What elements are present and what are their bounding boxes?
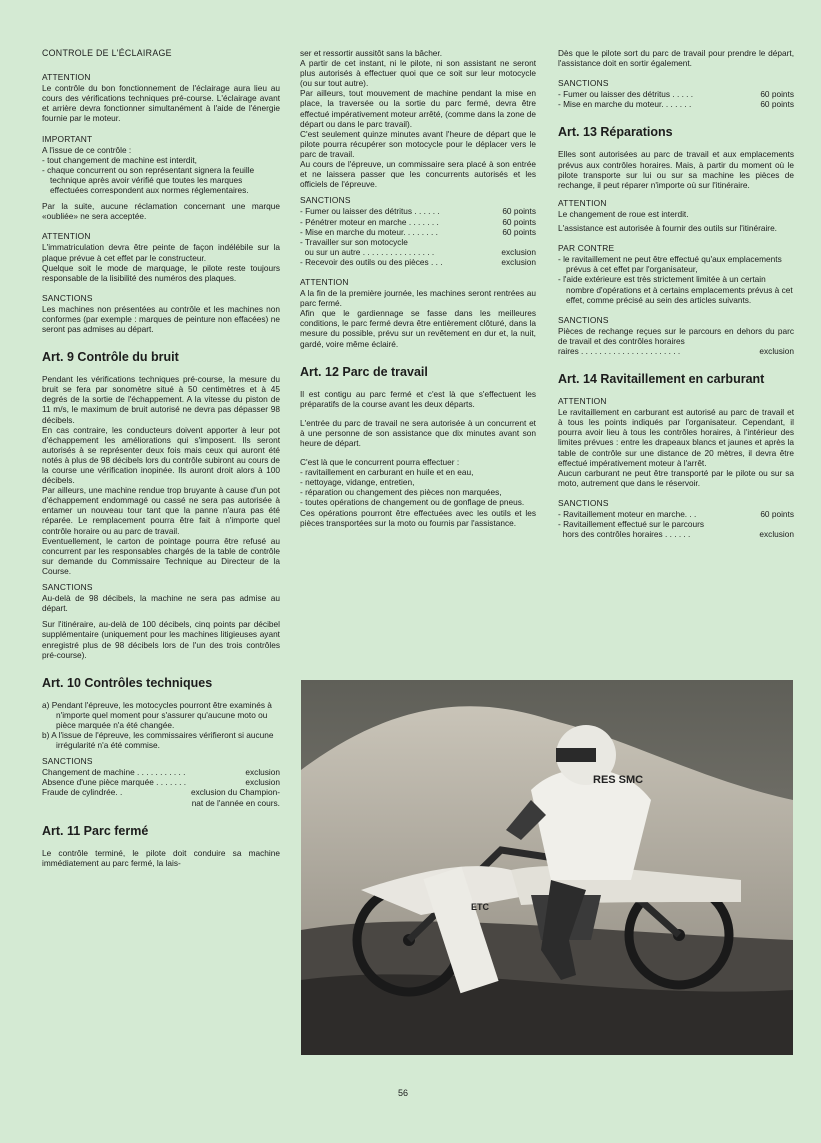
attention-text: Le contrôle du bon fonctionnement de l'éclairage aura lieu au cours des vérifications techniques pré-course. L'éclairage avant et arrière devra fonctionner simultanément à l'aide de l'énergie fournie par le moteur.	[42, 83, 280, 124]
sanction-value: 60 points	[502, 206, 536, 217]
article-12-title: Art. 12 Parc de travail	[300, 364, 428, 379]
sanction-value: exclusion	[245, 777, 280, 788]
sanction-value: 60 points	[760, 89, 794, 100]
art11-paragraph: Le contrôle terminé, le pilote doit conduire sa machine immédiatement au parc fermé, la lais-	[42, 847, 280, 868]
attention-text: A la fin de la première journée, les machines seront rentrées au parc fermé.	[300, 288, 536, 309]
sanctions-block-1	[42, 293, 280, 334]
page-number: 56	[398, 1088, 409, 1098]
article-9-title: Art. 9 Contrôle du bruit	[42, 350, 179, 365]
article-11-title: Art. 11 Parc fermé	[42, 823, 149, 838]
attention-text: Quelque soit le mode de marquage, le pilote reste toujours responsable de la lisibilité des numéros des plaques.	[42, 262, 280, 283]
art14-paragraph: Le ravitaillement en carburant est autorisé au parc de travail et à tous les points indiqués par l'organisateur. Cependant, il pourra avoir lieu à tous les contrôles horaires, à l'intérieur des limites prévues : entre les drapeaux blancs et jaunes et après la table de contrôle sur une distance de 20 mètres, il devra être effectué impérativement moteur à l'arrêt.	[558, 407, 794, 468]
sanction-value: exclusion du Champion-	[190, 787, 280, 798]
attention-heading: ATTENTION	[42, 231, 91, 242]
attention-text: Afin que le gardiennage se fasse dans les meilleures conditions, le parc fermé devra être entièrement clôturé, dans la mesure du possible, prévu sur un revêtement en dur et, la nuit, gardé, voire même éclairé.	[300, 308, 536, 349]
sanction-label: - Fumer ou laisser des détritus . . . . . .	[300, 206, 440, 217]
sanction-value: 60 points	[760, 509, 794, 519]
sanctions-heading: SANCTIONS	[42, 756, 93, 767]
art10-sanctions-block	[42, 756, 280, 807]
sanction-continuation: nat de l'année en cours.	[191, 797, 280, 808]
art9-paragraph: Eventuellement, le carton de pointage pourra être refusé au concurrent par les responsables chargés de la table de contrôle sur demande du Commissaire Technique au Directeur de la Course.	[42, 535, 280, 576]
sanction-row	[42, 777, 280, 787]
sanction-row	[558, 346, 794, 356]
attention-block-2	[42, 231, 280, 282]
sanction-row	[558, 99, 794, 109]
parc-ferme-paragraph: C'est seulement quinze minutes avant l'heure de départ que le pilote pourra récupérer son motocycle pour le déplacer vers le parc de travail.	[300, 128, 536, 159]
section-title-eclairage: CONTROLE DE L'ÉCLAIRAGE	[42, 48, 172, 58]
sanction-label: Absence d'une pièce marquée . . . . . . .	[42, 777, 187, 788]
sanction-value: 60 points	[760, 99, 794, 110]
sanction-value: exclusion	[245, 767, 280, 778]
list-item	[42, 730, 280, 750]
sanction-row	[300, 237, 536, 247]
attention-block-1	[42, 72, 280, 123]
article-14-title: Art. 14 Ravitaillement en carburant	[558, 372, 765, 387]
item-text: A l'issue de l'épreuve, les commissaires vérifieront si aucune irrégularité n'a été commise.	[51, 729, 274, 751]
sanction-label: - Mise en marche du moteur. . . . . . .	[558, 99, 692, 110]
important-block	[42, 134, 280, 222]
attention-text: L'immatriculation devra être peinte de façon indélébile sur la plaque prévue à cet effet par le constructeur.	[42, 242, 280, 263]
attention-heading: ATTENTION	[300, 276, 349, 287]
sanction-row	[300, 247, 536, 257]
sanctions-heading: SANCTIONS	[42, 582, 93, 593]
list-item: - ravitaillement en carburant en huile et en eau,	[300, 467, 536, 477]
important-list	[42, 155, 280, 195]
sanction-label: Changement de machine . . . . . . . . . . .	[42, 767, 186, 778]
sanction-label: - Ravitaillement effectué sur le parcours	[558, 519, 705, 530]
sanction-value: 60 points	[502, 216, 536, 227]
important-heading: IMPORTANT	[42, 133, 93, 144]
sanction-value: exclusion	[759, 529, 794, 540]
sanctions-heading: SANCTIONS	[300, 195, 351, 206]
art13-attention	[558, 198, 794, 233]
motocross-photo	[301, 680, 793, 1055]
important-intro: A l'issue de ce contrôle :	[42, 144, 132, 155]
par-contre-list	[558, 254, 794, 304]
sanction-value: exclusion	[501, 246, 536, 257]
art13-paragraph: Elles sont autorisées au parc de travail et aux emplacements prévus aux contrôles horaires. Mais, à partir du moment où le pilote transporte sur lui ou sur sa machine les pièces de rechange, il peut réparer n'importe où sur l'itinéraire.	[558, 149, 794, 190]
list-item: - réparation ou changement des pièces non marquées,	[300, 487, 536, 497]
sanction-row	[300, 206, 536, 216]
sanction-label: raires . . . . . . . . . . . . . . . . . . . . . .	[558, 345, 681, 356]
parc-travail-sanctions	[558, 78, 794, 109]
item-text: Pendant l'épreuve, les motocycles pourront être examinés à n'importe quel moment pour s'assurer qu'aucune moto ou pièce marquée n'a été changée.	[51, 699, 272, 730]
article-13-title: Art. 13 Réparations	[558, 125, 673, 140]
sanctions-text: Pièces de rechange reçues sur le parcours en dehors du parc de travail et des contrôles horaires	[558, 325, 794, 346]
parc-travail-paragraph: Dès que le pilote sort du parc de travail pour prendre le départ, l'assistance doit en sortir également.	[558, 48, 794, 69]
sanction-row	[558, 509, 794, 519]
sanction-label: - Ravitaillement moteur en marche. . .	[558, 509, 697, 519]
column-2	[300, 48, 536, 534]
parc-ferme-attention	[300, 277, 536, 349]
art9-paragraph: En cas contraire, les conducteurs doivent apporter à leur pot d'échappement les améliorations qui s'imposent. Ils seront autorisés à se représenter deux fois mais ceux qui auront été notés à plus de 98 décibels lors du contrôle subiront au cours de la course une vérification inopinée. Ils auront droit alors à 100 décibels.	[42, 424, 280, 486]
art12-intro: C'est là que le concurrent pourra effectuer :	[300, 457, 460, 468]
art9-paragraph: Par ailleurs, une machine rendue trop bruyante à cause d'un pot d'échappement endommagé ou cassé ne sera pas autorisée à entamer un nouveau tour tant que la panne n'aura pas été réparée. Le remplacement pourra être fait à n'importe quel contrôle horaire ou au parc de travail.	[42, 485, 280, 536]
attention-heading: ATTENTION	[42, 72, 91, 83]
sanction-value: exclusion	[759, 345, 794, 356]
sanction-row	[300, 217, 536, 227]
sanction-label: - Pénétrer moteur en marche . . . . . . .	[300, 216, 439, 227]
sanction-label: - Mise en marche du moteur. . . . . . . .	[300, 226, 438, 237]
art12-paragraph: L'entrée du parc de travail ne sera autorisée à un concurrent et à une personne de son assistance que dix minutes avant son heure de départ.	[300, 417, 536, 448]
list-item: - chaque concurrent ou son représentant signera la feuille technique après avoir vérifié que toutes les marques effectuées correspondent aux normes réglementaires.	[42, 165, 280, 195]
sanction-value: 60 points	[502, 226, 536, 237]
parc-ferme-paragraph: Par ailleurs, tout mouvement de machine pendant la mise en place, la traversée ou la sortie du parc fermé, devra être effectué impérativement moteur arrêté, (comme dans la zone de départ ou dans le parc travail).	[300, 88, 536, 129]
sanction-label: Fraude de cylindrée. .	[42, 787, 123, 798]
important-after: Par la suite, aucune réclamation concernant une marque «oubliée» ne sera acceptée.	[42, 201, 280, 222]
list-item	[42, 700, 280, 730]
art14-sanctions	[558, 498, 794, 539]
sanctions-heading: SANCTIONS	[558, 78, 609, 89]
item-label: a)	[42, 699, 50, 710]
parc-ferme-paragraph: Au cours de l'épreuve, un commissaire sera placé à son entrée et ne laissera passer que les concurrents autorisés et les officiels de l'épreuve.	[300, 159, 536, 190]
art14-paragraph: Aucun carburant ne peut être transporté par le pilote ou sur sa moto, autrement que dans le réservoir.	[558, 467, 794, 488]
sanctions-heading: SANCTIONS	[558, 497, 609, 508]
sanction-row	[558, 519, 794, 529]
motocross-illustration	[301, 680, 793, 1055]
parc-ferme-paragraph: ser et ressortir aussitôt sans la bâcher.	[300, 48, 443, 58]
sanction-row	[42, 787, 280, 797]
sanction-row	[300, 257, 536, 267]
list-item: - l'aide extérieure est très strictement limitée à un certain nombre d'opérations et à certains emplacements prévus à cet effet, comme précisé au sein des articles suivants.	[558, 274, 794, 304]
art12-paragraph: Il est contigu au parc fermé et c'est là que s'effectuent les préparatifs de la course avant les deux départs.	[300, 388, 536, 409]
list-item: - tout changement de machine est interdit,	[42, 155, 280, 165]
sanction-value: exclusion	[501, 256, 536, 267]
sanction-row	[558, 89, 794, 99]
art10-list	[42, 700, 280, 750]
par-contre-heading: PAR CONTRE	[558, 243, 615, 254]
sanctions-text: Les machines non présentées au contrôle et les machines non conformes (par exemple : marques de peinture non effacées) ne seront pas admises au départ.	[42, 303, 280, 335]
attention-heading: ATTENTION	[558, 396, 607, 407]
sanctions-text: Au-delà de 98 décibels, la machine ne sera pas admise au départ.	[42, 593, 280, 614]
sanctions-heading: SANCTIONS	[558, 314, 609, 325]
par-contre-block	[558, 243, 794, 305]
list-item: - toutes opérations de changement ou de gonflage de pneus.	[300, 497, 536, 507]
sanction-label: ou sur un autre . . . . . . . . . . . . . . . .	[300, 246, 435, 257]
jersey-text: RES SMC	[593, 774, 644, 786]
art12-list	[300, 467, 536, 507]
sanction-row	[300, 227, 536, 237]
attention-heading: ATTENTION	[558, 197, 607, 208]
column-3	[558, 48, 794, 549]
plate-text: ETC	[471, 902, 489, 912]
list-item: - nettoyage, vidange, entretien,	[300, 477, 536, 487]
sanction-row	[42, 767, 280, 777]
item-label: b)	[42, 729, 50, 740]
parc-ferme-sanctions	[300, 195, 536, 267]
art9-sanctions-block	[42, 582, 280, 660]
art9-paragraph: Pendant les vérifications techniques pré-course, la mesure du bruit se fera par sonomètre situé à 50 centimètres et à 45 degrés de la sortie de l'échappement. A la vitesse du piston de 11 m/s, le maximum de bruit autorisé ne devra pas dépasser 98 décibels.	[42, 374, 280, 425]
sanction-row	[558, 529, 794, 539]
sanction-label: - Recevoir des outils ou des pièces . . .	[300, 256, 443, 267]
sanctions-text: Sur l'itinéraire, au-delà de 100 décibels, cinq points par décibel supplémentaire (uniquement pour les machines litigieuses ayant enregistré plus de 98 décibels lors de l'un des trois contrôles pré-course).	[42, 619, 280, 660]
art13-sanctions	[558, 315, 794, 356]
attention-text: Le changement de roue est interdit.	[558, 208, 689, 219]
sanction-label: hors des contrôles horaires . . . . . .	[558, 529, 691, 540]
parc-ferme-paragraph: A partir de cet instant, ni le pilote, ni son assistant ne seront plus autorisés à effectuer quoi que ce soit sur leur motocycle (ou sur tout autre).	[300, 58, 536, 89]
column-1	[42, 48, 280, 874]
article-10-title: Art. 10 Contrôles techniques	[42, 675, 213, 690]
art12-after: Ces opérations pourront être effectuées avec les outils et les pièces transportées sur la moto ou fournis par l'assistance.	[300, 507, 536, 528]
attention-text: L'assistance est autorisée à fournir des outils sur l'itinéraire.	[558, 223, 777, 234]
list-item: - le ravitaillement ne peut être effectué qu'aux emplacements prévus à cet effet par l'organisateur,	[558, 254, 794, 274]
sanctions-heading: SANCTIONS	[42, 292, 93, 303]
sanction-label: - Fumer ou laisser des détritus . . . . .	[558, 89, 694, 100]
sanction-label: - Travailler sur son motocycle	[300, 236, 408, 247]
